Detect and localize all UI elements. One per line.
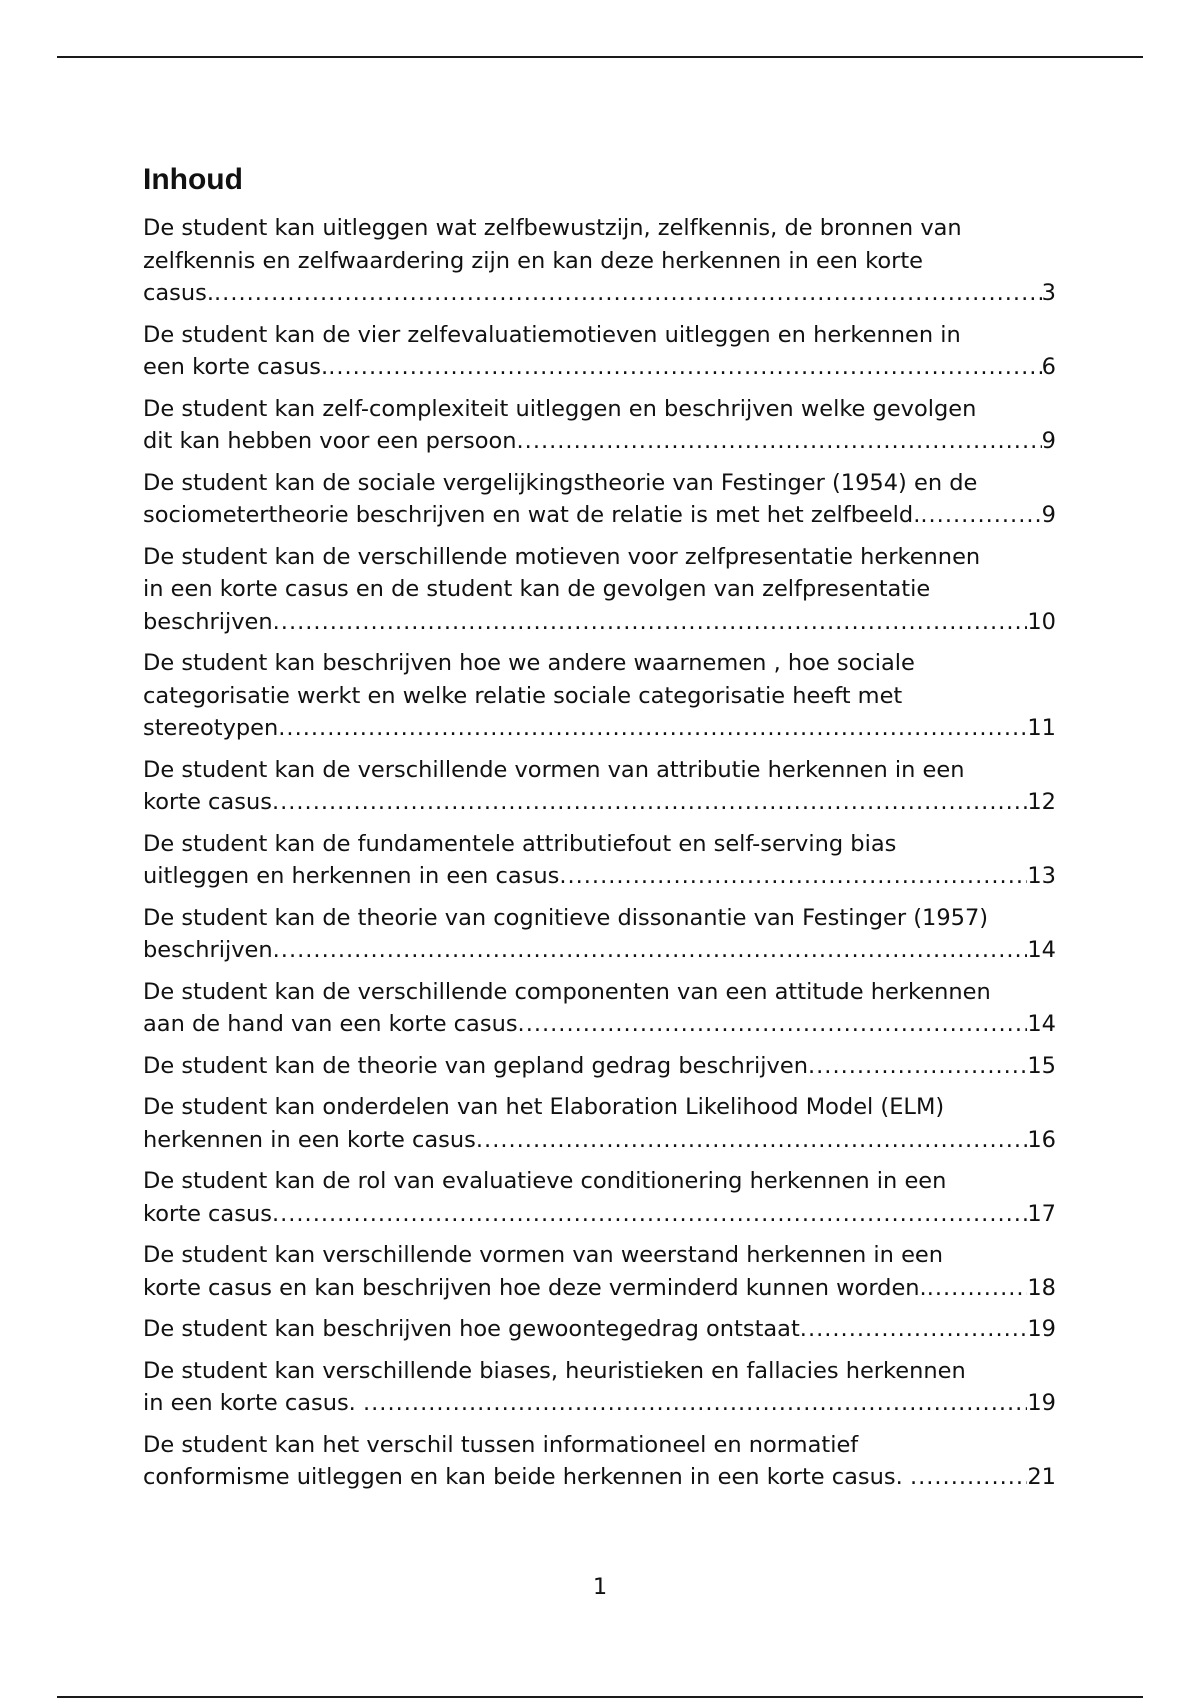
toc-entry[interactable]	[143, 467, 1056, 532]
toc-entry-line: De student kan verschillende biases, heuristieken en fallacies herkennen	[143, 1357, 966, 1384]
toc-entry[interactable]	[143, 1429, 1056, 1494]
toc-leader-dots	[517, 425, 1042, 458]
toc-entry-line: De student kan de sociale vergelijkingstheorie van Festinger (1954) en de	[143, 469, 978, 496]
toc-entry-page: 14	[1027, 937, 1056, 963]
toc-entry-text: in een korte casus.	[143, 1390, 363, 1416]
toc-entry-text: conformisme uitleggen en kan beide herkennen in een korte casus.	[143, 1464, 910, 1490]
toc-leader-dots	[328, 351, 1041, 384]
toc-entry-line: De student kan de vier zelfevaluatiemotieven uitleggen en herkennen in	[143, 321, 961, 348]
header-rule	[57, 56, 1143, 58]
toc-entry-line: De student kan het verschil tussen informationeel en normatief	[143, 1431, 859, 1458]
toc-entry-page: 14	[1027, 1011, 1056, 1037]
toc-entry-text: aan de hand van een korte casus	[143, 1011, 518, 1037]
toc-entry-line: De student kan uitleggen wat zelfbewustzijn, zelfkennis, de bronnen van	[143, 215, 962, 241]
toc-entry[interactable]	[143, 1355, 1056, 1420]
toc-entry-page: 9	[1041, 502, 1056, 528]
toc-entry-last-line	[143, 1461, 1056, 1494]
toc-leader-dots	[273, 934, 1028, 967]
toc-entry-last-line	[143, 786, 1056, 819]
toc-entry[interactable]	[143, 393, 1056, 458]
toc-entry-last-line	[143, 1198, 1056, 1231]
toc-entry-text: beschrijven	[143, 937, 273, 963]
toc-entry-page: 9	[1041, 428, 1056, 454]
toc-entry-line: De student kan de fundamentele attributiefout en self-serving bias	[143, 830, 897, 857]
toc-entry-text: casus.	[143, 280, 215, 306]
toc-entry-last-line	[143, 712, 1056, 745]
toc-entry-page: 10	[1027, 608, 1056, 635]
toc-entry[interactable]	[143, 1313, 1056, 1346]
toc-leader-dots	[910, 1461, 1027, 1494]
toc-entry-line: De student kan onderdelen van het Elaboration Likelihood Model (ELM)	[143, 1094, 945, 1120]
toc-entry[interactable]	[143, 647, 1056, 745]
toc-entry-line: De student kan de verschillende vormen van attributie herkennen in een	[143, 756, 965, 783]
table-of-contents	[143, 160, 1056, 1503]
toc-entry-last-line	[143, 934, 1056, 967]
toc-entry-text: een korte casus.	[143, 354, 329, 380]
toc-entry-last-line	[143, 1272, 1056, 1305]
toc-entry-last-line	[143, 1008, 1056, 1041]
toc-entry-text: stereotypen	[143, 715, 279, 741]
toc-entry-page: 19	[1027, 1390, 1056, 1416]
toc-entry[interactable]	[143, 319, 1056, 384]
toc-entry-line: categorisatie werkt en welke relatie sociale categorisatie heeft met	[143, 682, 903, 709]
toc-entry-text: uitleggen en herkennen in een casus	[143, 863, 560, 889]
toc-entry-line: De student kan beschrijven hoe we andere waarnemen , hoe sociale	[143, 650, 915, 676]
toc-entry[interactable]	[143, 754, 1056, 819]
toc-entry[interactable]	[143, 976, 1056, 1041]
toc-entry-text: korte casus	[143, 789, 272, 815]
toc-entry-last-line	[143, 1124, 1056, 1157]
toc-entry-line: De student kan de theorie van cognitieve dissonantie van Festinger (1957)	[143, 904, 989, 931]
toc-entry-page: 19	[1027, 1316, 1056, 1342]
toc-entry[interactable]	[143, 902, 1056, 967]
toc-entry-text: herkennen in een korte casus	[143, 1126, 476, 1153]
toc-leader-dots	[278, 712, 1027, 745]
toc-entry-page: 17	[1027, 1200, 1056, 1227]
toc-entry[interactable]	[143, 212, 1056, 310]
toc-entry-text: sociometertheorie beschrijven en wat de relatie is met het zelfbeeld.	[143, 502, 921, 528]
toc-heading: Inhoud	[143, 163, 243, 196]
toc-entry-page: 18	[1027, 1274, 1056, 1301]
toc-entry[interactable]	[143, 1165, 1056, 1230]
toc-entry-last-line	[143, 351, 1056, 384]
toc-entry-text: korte casus	[143, 1200, 272, 1227]
toc-leader-dots	[927, 1272, 1028, 1305]
toc-entry-line: De student kan de verschillende motieven voor zelfpresentatie herkennen	[143, 543, 981, 570]
toc-entry-page: 13	[1027, 863, 1056, 889]
toc-leader-dots	[559, 860, 1027, 893]
toc-entry[interactable]	[143, 1239, 1056, 1304]
toc-entry-page: 12	[1027, 789, 1056, 815]
toc-entry-line: De student kan verschillende vormen van weerstand herkennen in een	[143, 1242, 944, 1268]
toc-entry-line: De student kan zelf-complexiteit uitleggen en beschrijven welke gevolgen	[143, 395, 977, 422]
toc-entry-last-line	[143, 425, 1056, 458]
toc-entry[interactable]	[143, 1050, 1056, 1083]
toc-leader-dots	[363, 1387, 1027, 1420]
footer-rule	[57, 1696, 1143, 1698]
toc-entry-last-line	[143, 606, 1056, 639]
toc-entry-last-line	[143, 499, 1056, 532]
toc-leader-dots	[272, 786, 1027, 819]
toc-entry-text: korte casus en kan beschrijven hoe deze verminderd kunnen worden.	[143, 1274, 927, 1301]
toc-leader-dots	[273, 606, 1028, 639]
toc-entry-page: 3	[1041, 280, 1056, 306]
toc-entry-line: in een korte casus en de student kan de gevolgen van zelfpresentatie	[143, 576, 931, 602]
toc-leader-dots	[272, 1198, 1027, 1231]
toc-list	[143, 212, 1056, 1494]
toc-entry[interactable]	[143, 828, 1056, 893]
toc-entry-last-line	[143, 277, 1056, 310]
toc-entry-line: zelfkennis en zelfwaardering zijn en kan deze herkennen in een korte	[143, 247, 923, 274]
toc-entry-last-line	[143, 1387, 1056, 1420]
toc-entry-page: 6	[1041, 354, 1056, 380]
toc-entry[interactable]	[143, 1091, 1056, 1156]
toc-entry[interactable]	[143, 541, 1056, 639]
toc-entry-text: beschrijven	[143, 608, 273, 635]
toc-entry-page: 16	[1027, 1126, 1056, 1153]
toc-leader-dots	[518, 1008, 1028, 1041]
toc-entry-text: De student kan de theorie van gepland gedrag beschrijven	[143, 1052, 808, 1079]
toc-leader-dots	[476, 1124, 1027, 1157]
toc-leader-dots	[920, 499, 1041, 532]
toc-entry-last-line	[143, 860, 1056, 893]
toc-entry-last-line	[143, 1313, 1056, 1346]
toc-leader-dots	[808, 1050, 1027, 1083]
page-number: 1	[592, 1574, 608, 1600]
toc-leader-dots	[214, 277, 1042, 310]
toc-entry-line: De student kan de rol van evaluatieve conditionering herkennen in een	[143, 1168, 947, 1194]
toc-entry-line: De student kan de verschillende componenten van een attitude herkennen	[143, 978, 991, 1005]
toc-entry-page: 11	[1027, 715, 1056, 741]
toc-leader-dots	[800, 1313, 1028, 1346]
toc-entry-last-line	[143, 1050, 1056, 1083]
toc-entry-page: 15	[1027, 1052, 1056, 1079]
toc-entry-text: De student kan beschrijven hoe gewoontegedrag ontstaat	[143, 1316, 800, 1342]
toc-entry-page: 21	[1027, 1464, 1056, 1490]
toc-entry-text: dit kan hebben voor een persoon	[143, 428, 517, 454]
